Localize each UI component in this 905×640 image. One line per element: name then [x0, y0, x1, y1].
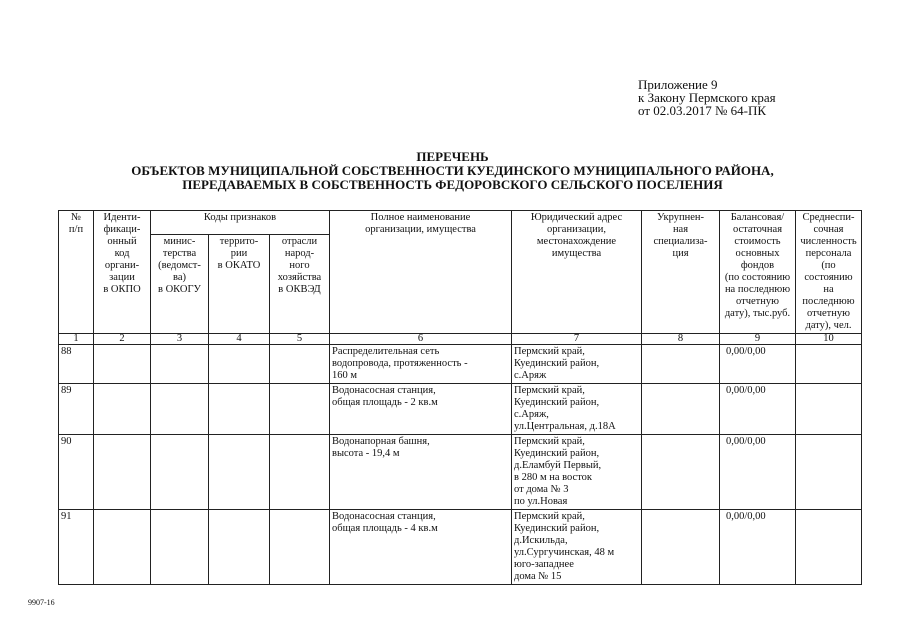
- column-number: 8: [642, 334, 720, 345]
- cell-headcount: [796, 384, 862, 435]
- appendix-reference: [638, 78, 776, 117]
- cell-okato: [209, 510, 270, 585]
- header-address: Юридический адрес организации, местонахождение имущества: [512, 211, 642, 334]
- row-number: 89: [59, 384, 94, 435]
- column-number: 10: [796, 334, 862, 345]
- header-okato: террито- рии в ОКАТО: [209, 234, 270, 333]
- header-number: № п/п: [59, 211, 94, 334]
- column-number: 9: [720, 334, 796, 345]
- column-number: 1: [59, 334, 94, 345]
- cell-address: Пермский край, Куединский район, д.Искильда, ул.Сургучинская, 48 м юго-западнее дома № 15: [512, 510, 642, 585]
- row-number: 91: [59, 510, 94, 585]
- cell-okogu: [151, 384, 209, 435]
- cell-name: Водонасосная станция, общая площадь - 4 кв.м: [330, 510, 512, 585]
- cell-book-value: 0,00/0,00: [720, 384, 796, 435]
- cell-okpo: [94, 384, 151, 435]
- column-number: 7: [512, 334, 642, 345]
- cell-specialization: [642, 384, 720, 435]
- table-row: [59, 510, 862, 585]
- column-number: 6: [330, 334, 512, 345]
- property-table: [58, 210, 862, 585]
- cell-okogu: [151, 435, 209, 510]
- cell-book-value: 0,00/0,00: [720, 345, 796, 384]
- cell-okved: [270, 435, 330, 510]
- cell-okved: [270, 384, 330, 435]
- appendix-line: к Закону Пермского края: [638, 90, 776, 105]
- column-number: 5: [270, 334, 330, 345]
- header-okpo: Иденти- фикаци- онный код органи- зации в ОКПО: [94, 211, 151, 334]
- column-number: 4: [209, 334, 270, 345]
- cell-book-value: 0,00/0,00: [720, 510, 796, 585]
- header-codes-group: Коды признаков: [151, 211, 330, 235]
- footer-code: 9907-16: [28, 598, 55, 607]
- title-line: ПЕРЕЧЕНЬ: [416, 149, 489, 164]
- cell-address: Пермский край, Куединский район, с.Аряж: [512, 345, 642, 384]
- cell-headcount: [796, 435, 862, 510]
- header-okved: отрасли народ- ного хозяйства в ОКВЭД: [270, 234, 330, 333]
- cell-okpo: [94, 510, 151, 585]
- table-row: [59, 384, 862, 435]
- cell-address: Пермский край, Куединский район, д.Еламбуй Первый, в 280 м на восток от дома № 3 по ул.Новая: [512, 435, 642, 510]
- cell-okogu: [151, 345, 209, 384]
- column-number-row: [59, 334, 862, 345]
- header-headcount: Среднеспи- сочная численность персонала (по состоянию на последнюю отчетную дату), чел.: [796, 211, 862, 334]
- cell-name: Водонапорная башня, высота - 19,4 м: [330, 435, 512, 510]
- column-number: 3: [151, 334, 209, 345]
- header-okogu: минис- терства (ведомст- ва) в ОКОГУ: [151, 234, 209, 333]
- row-number: 90: [59, 435, 94, 510]
- cell-name: Распределительная сеть водопровода, протяженность - 160 м: [330, 345, 512, 384]
- cell-address: Пермский край, Куединский район, с.Аряж, ул.Центральная, д.18А: [512, 384, 642, 435]
- title-line: ПЕРЕДАВАЕМЫХ В СОБСТВЕННОСТЬ ФЕДОРОВСКОГО СЕЛЬСКОГО ПОСЕЛЕНИЯ: [182, 177, 723, 192]
- header-book-value: Балансовая/ остаточная стоимость основных фондов (по состоянию на последнюю отчетную дату), тыс.руб.: [720, 211, 796, 334]
- cell-okpo: [94, 345, 151, 384]
- appendix-line: от 02.03.2017 № 64-ПК: [638, 103, 767, 118]
- row-number: 88: [59, 345, 94, 384]
- cell-book-value: 0,00/0,00: [720, 435, 796, 510]
- header-specialization: Укрупнен- ная специализа- ция: [642, 211, 720, 334]
- title-line: ОБЪЕКТОВ МУНИЦИПАЛЬНОЙ СОБСТВЕННОСТИ КУЕДИНСКОГО МУНИЦИПАЛЬНОГО РАЙОНА,: [131, 163, 774, 178]
- cell-okved: [270, 345, 330, 384]
- cell-headcount: [796, 345, 862, 384]
- table-row: [59, 435, 862, 510]
- cell-headcount: [796, 510, 862, 585]
- cell-okved: [270, 510, 330, 585]
- cell-okogu: [151, 510, 209, 585]
- cell-okato: [209, 384, 270, 435]
- table-row: [59, 345, 862, 384]
- document-title: [0, 150, 905, 192]
- cell-specialization: [642, 435, 720, 510]
- cell-okato: [209, 345, 270, 384]
- header-name: Полное наименование организации, имущества: [330, 211, 512, 334]
- cell-name: Водонасосная станция, общая площадь - 2 кв.м: [330, 384, 512, 435]
- cell-okato: [209, 435, 270, 510]
- property-table-wrapper: [58, 210, 862, 585]
- cell-okpo: [94, 435, 151, 510]
- cell-specialization: [642, 345, 720, 384]
- column-number: 2: [94, 334, 151, 345]
- cell-specialization: [642, 510, 720, 585]
- appendix-line: Приложение 9: [638, 77, 718, 92]
